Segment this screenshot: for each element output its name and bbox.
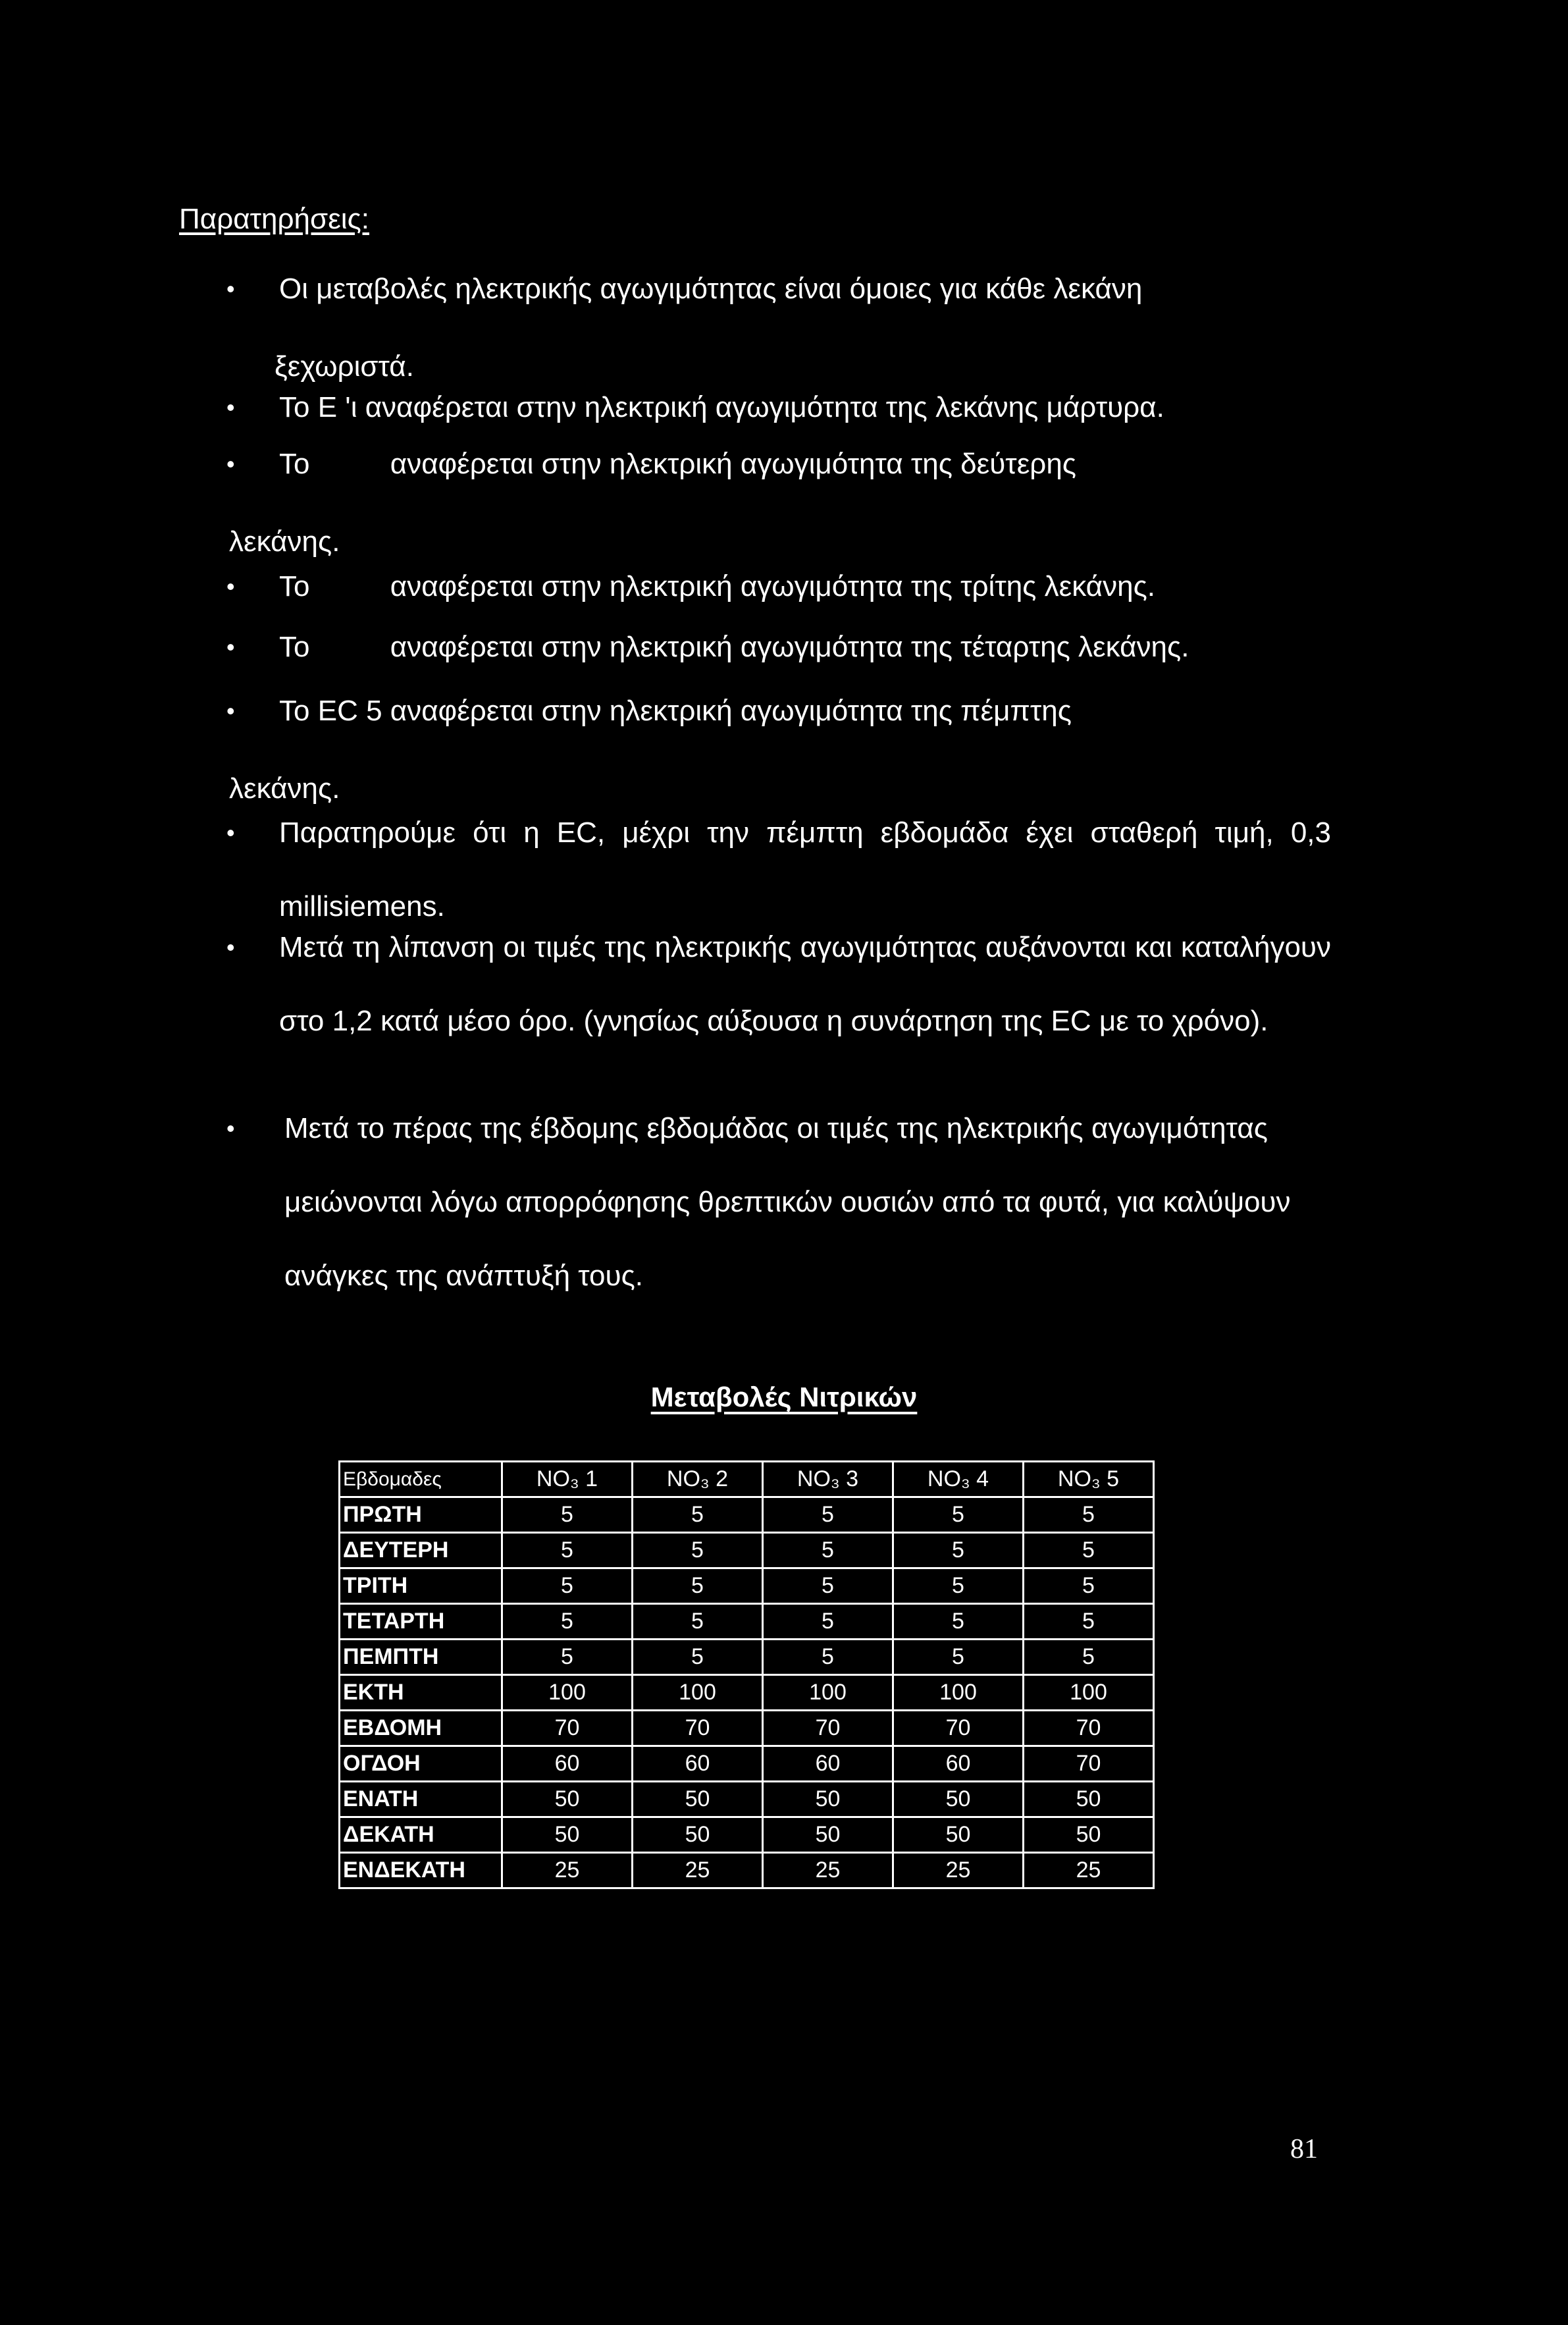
observation-item bbox=[229, 911, 1331, 1058]
value-cell: 25 bbox=[1024, 1853, 1154, 1888]
observation-text-cont: λεκάνης. bbox=[229, 525, 340, 558]
value-cell: 100 bbox=[502, 1675, 633, 1711]
value-cell: 100 bbox=[763, 1675, 893, 1711]
value-cell: 5 bbox=[1024, 1533, 1154, 1568]
value-cell: 50 bbox=[893, 1782, 1024, 1817]
table-row bbox=[340, 1675, 1154, 1711]
value-cell: 50 bbox=[502, 1817, 633, 1853]
table-row bbox=[340, 1746, 1154, 1782]
value-cell: 70 bbox=[502, 1711, 633, 1746]
value-cell: 5 bbox=[502, 1533, 633, 1568]
value-cell: 60 bbox=[763, 1746, 893, 1782]
table-row bbox=[340, 1604, 1154, 1640]
value-cell: 5 bbox=[893, 1568, 1024, 1604]
value-cell: 5 bbox=[633, 1497, 763, 1533]
value-cell: 50 bbox=[502, 1782, 633, 1817]
value-cell: 5 bbox=[763, 1497, 893, 1533]
value-cell: 50 bbox=[633, 1782, 763, 1817]
week-cell: ΕΝΔΕΚΑΤΗ bbox=[340, 1853, 502, 1888]
observation-text: • Μετά το πέρας της έβδομης εβδομάδας οι τιμές της ηλεκτρικής αγωγιμότητας μειώνονται λόγω απορρόφησης θρεπτικών ουσιών από τα φυτά, για καλύψουν ανάγκες της ανάπτυξή τους. bbox=[284, 1112, 1291, 1292]
value-cell: 100 bbox=[1024, 1675, 1154, 1711]
week-cell: ΔΕΥΤΕΡΗ bbox=[340, 1533, 502, 1568]
header-no3-2: NO₃ 2 bbox=[633, 1462, 763, 1497]
nitrates-table bbox=[338, 1460, 1155, 1889]
table-row bbox=[340, 1817, 1154, 1853]
value-cell: 70 bbox=[763, 1711, 893, 1746]
value-cell: 70 bbox=[893, 1711, 1024, 1746]
value-cell: 50 bbox=[1024, 1782, 1154, 1817]
value-cell: 5 bbox=[633, 1533, 763, 1568]
observation-text-cont: ξεχωριστά. bbox=[274, 350, 414, 383]
observations-heading: Παρατηρήσεις: bbox=[179, 203, 370, 235]
table-title: Μεταβολές Νιτρικών bbox=[650, 1381, 918, 1412]
observation-text: • Το αναφέρεται στην ηλεκτρική αγωγιμότητα της τέταρτης λεκάνης. bbox=[279, 631, 1189, 663]
table-row bbox=[340, 1711, 1154, 1746]
header-no3-5: NO₃ 5 bbox=[1024, 1462, 1154, 1497]
week-cell: ΕΒΔΟΜΗ bbox=[340, 1711, 502, 1746]
week-cell: ΤΡΙΤΗ bbox=[340, 1568, 502, 1604]
observation-text-cont: λεκάνης. bbox=[229, 772, 340, 805]
value-cell: 100 bbox=[633, 1675, 763, 1711]
value-cell: 5 bbox=[763, 1533, 893, 1568]
value-cell: 70 bbox=[633, 1711, 763, 1746]
value-cell: 50 bbox=[1024, 1817, 1154, 1853]
observation-text: • Μετά τη λίπανση οι τιμές της ηλεκτρικής αγωγιμότητας αυξάνονται και καταλήγουν στο 1,2 κατά μέσο όρο. (γνησίως αύξουσα η συνάρτηση της EC με το χρόνο). bbox=[279, 931, 1331, 1037]
header-week: Εβδομαδες bbox=[340, 1462, 502, 1497]
table-row bbox=[340, 1853, 1154, 1888]
observation-text: Το αναφέρεται στην ηλεκτρική αγωγιμότητα της δεύτερης bbox=[279, 448, 1077, 480]
table-row bbox=[340, 1568, 1154, 1604]
value-cell: 60 bbox=[633, 1746, 763, 1782]
week-cell: ΔΕΚΑΤΗ bbox=[340, 1817, 502, 1853]
value-cell: 70 bbox=[1024, 1746, 1154, 1782]
week-cell: ΟΓΔΟΗ bbox=[340, 1746, 502, 1782]
value-cell: 5 bbox=[763, 1604, 893, 1640]
value-cell: 25 bbox=[893, 1853, 1024, 1888]
header-no3-4: NO₃ 4 bbox=[893, 1462, 1024, 1497]
value-cell: 5 bbox=[1024, 1604, 1154, 1640]
header-no3-3: NO₃ 3 bbox=[763, 1462, 893, 1497]
value-cell: 5 bbox=[633, 1640, 763, 1675]
observation-text: • Το E 'ι αναφέρεται στην ηλεκτρική αγωγιμότητα της λεκάνης μάρτυρα. bbox=[279, 391, 1164, 423]
value-cell: 50 bbox=[763, 1782, 893, 1817]
value-cell: 50 bbox=[763, 1817, 893, 1853]
observation-text: • Παρατηρούμε ότι η EC, μέχρι την πέμπτη εβδομάδα έχει σταθερή τιμή, 0,3 millisiemens. bbox=[279, 816, 1331, 922]
value-cell: 5 bbox=[502, 1604, 633, 1640]
observation-item bbox=[229, 1092, 1331, 1313]
week-cell: ΤΕΤΑΡΤΗ bbox=[340, 1604, 502, 1640]
value-cell: 50 bbox=[893, 1817, 1024, 1853]
value-cell: 5 bbox=[893, 1497, 1024, 1533]
table-header-row bbox=[340, 1462, 1154, 1497]
table-row bbox=[340, 1782, 1154, 1817]
value-cell: 60 bbox=[502, 1746, 633, 1782]
value-cell: 25 bbox=[502, 1853, 633, 1888]
table-row bbox=[340, 1640, 1154, 1675]
header-no3-1: NO₃ 1 bbox=[502, 1462, 633, 1497]
observation-text: Οι μεταβολές ηλεκτρικής αγωγιμότητας είναι όμοιες για κάθε λεκάνη bbox=[279, 273, 1143, 305]
observation-text: Το EC 5 αναφέρεται στην ηλεκτρική αγωγιμότητα της πέμπτης bbox=[279, 695, 1072, 727]
value-cell: 5 bbox=[633, 1604, 763, 1640]
week-cell: ΠΕΜΠΤΗ bbox=[340, 1640, 502, 1675]
observation-text: • Το αναφέρεται στην ηλεκτρική αγωγιμότητα της τρίτης λεκάνης. bbox=[279, 570, 1156, 602]
table-row bbox=[340, 1533, 1154, 1568]
value-cell: 50 bbox=[633, 1817, 763, 1853]
value-cell: 5 bbox=[1024, 1640, 1154, 1675]
value-cell: 5 bbox=[502, 1497, 633, 1533]
value-cell: 60 bbox=[893, 1746, 1024, 1782]
value-cell: 100 bbox=[893, 1675, 1024, 1711]
week-cell: ΕΚΤΗ bbox=[340, 1675, 502, 1711]
value-cell: 5 bbox=[763, 1640, 893, 1675]
value-cell: 5 bbox=[893, 1604, 1024, 1640]
table-body bbox=[340, 1497, 1154, 1888]
value-cell: 5 bbox=[633, 1568, 763, 1604]
page-number: 81 bbox=[1290, 2134, 1318, 2164]
value-cell: 5 bbox=[502, 1640, 633, 1675]
value-cell: 5 bbox=[893, 1640, 1024, 1675]
week-cell: ΠΡΩΤΗ bbox=[340, 1497, 502, 1533]
table-row bbox=[340, 1497, 1154, 1533]
value-cell: 5 bbox=[502, 1568, 633, 1604]
value-cell: 5 bbox=[893, 1533, 1024, 1568]
week-cell: ΕΝΑΤΗ bbox=[340, 1782, 502, 1817]
value-cell: 5 bbox=[1024, 1568, 1154, 1604]
value-cell: 5 bbox=[763, 1568, 893, 1604]
value-cell: 5 bbox=[1024, 1497, 1154, 1533]
value-cell: 25 bbox=[633, 1853, 763, 1888]
value-cell: 25 bbox=[763, 1853, 893, 1888]
value-cell: 70 bbox=[1024, 1711, 1154, 1746]
